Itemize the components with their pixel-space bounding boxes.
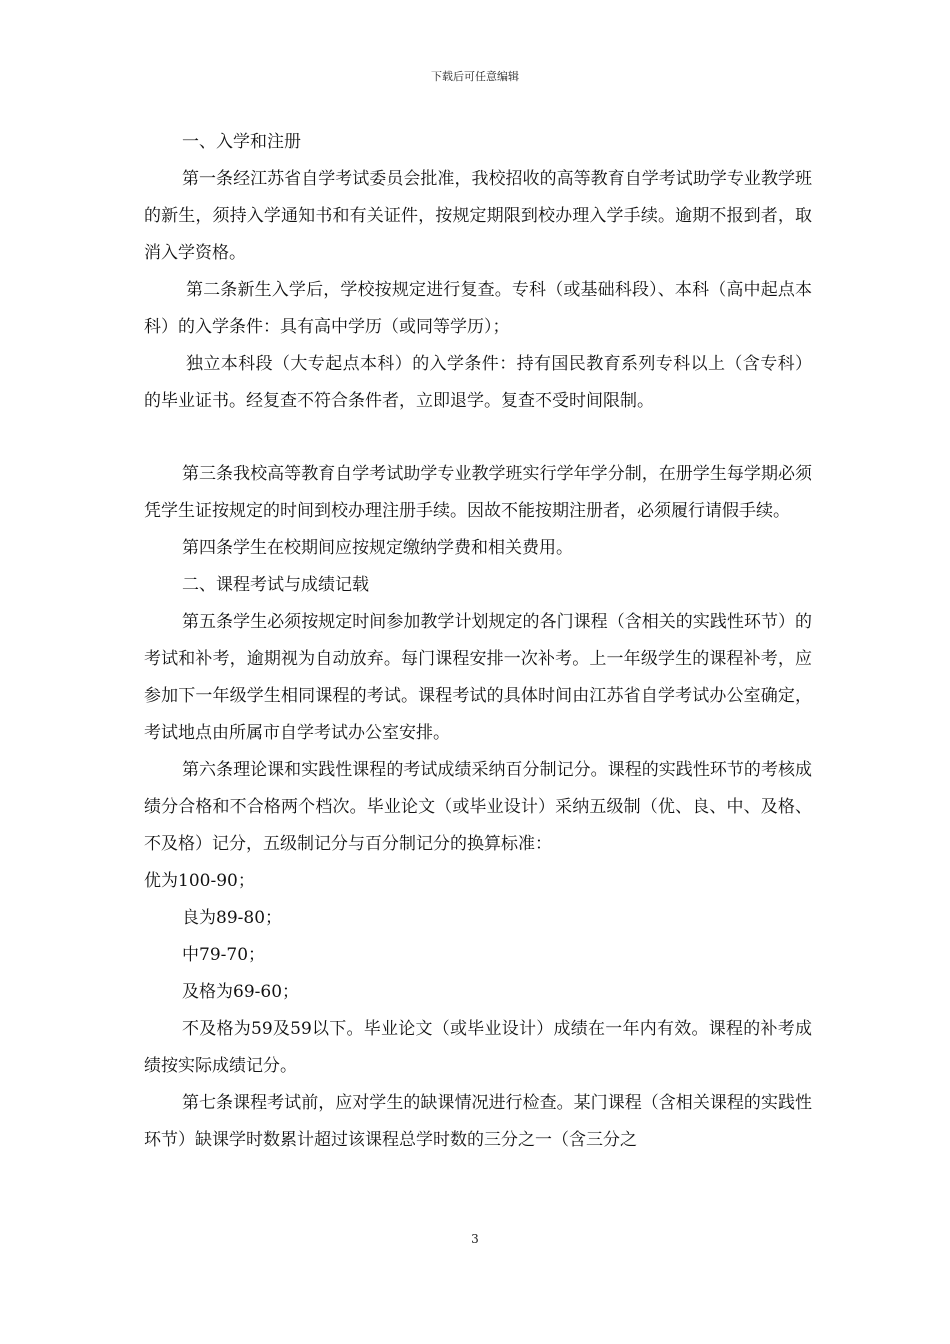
paragraph: 第三条我校高等教育自学考试助学专业教学班实行学年学分制，在册学生每学期必须凭学生证按规定的时间到校办理注册手续。因故不能按期注册者，必须履行请假手续。	[144, 464, 812, 521]
grade-line: 中79-70；	[182, 945, 266, 965]
section-heading: 一、入学和注册	[182, 132, 301, 152]
paragraph: 第六条理论课和实践性课程的考试成绩采纳百分制记分。课程的实践性环节的考核成绩分合格和不合格两个档次。毕业论文（或毕业设计）采纳五级制（优、良、中、及格、不及格）记分，五级制记分与百分制记分的换算标准：	[144, 760, 812, 854]
paragraph: 第四条学生在校期间应按规定缴纳学费和相关费用。	[182, 538, 573, 558]
paragraph: 不及格为59及59以下。毕业论文（或毕业设计）成绩在一年内有效。课程的补考成绩按实际成绩记分。	[144, 1019, 812, 1076]
paragraph: 第二条新生入学后，学校按规定进行复查。专科（或基础科段）、本科（高中起点本科）的入学条件：具有高中学历（或同等学历）；	[144, 280, 812, 337]
paragraph: 第五条学生必须按规定时间参加教学计划规定的各门课程（含相关的实践性环节）的考试和补考，逾期视为自动放弃。每门课程安排一次补考。上一年级学生的课程补考，应参加下一年级学生相同课程的考试。课程考试的具体时间由江苏省自学考试办公室确定，考试地点由所属市自学考试办公室安排。	[144, 612, 812, 743]
paragraph: 第七条课程考试前，应对学生的缺课情况进行检查。某门课程（含相关课程的实践性环节）缺课学时数累计超过该课程总学时数的三分之一（含三分之	[144, 1093, 812, 1150]
grade-line: 优为100-90；	[144, 871, 255, 891]
grade-line: 良为89-80；	[182, 908, 283, 928]
paragraph: 独立本科段（大专起点本科）的入学条件：持有国民教育系列专科以上（含专科）的毕业证书。经复查不符合条件者，立即退学。复查不受时间限制。	[144, 354, 812, 411]
grade-line: 及格为69-60；	[182, 982, 300, 1002]
section-heading: 二、课程考试与成绩记载	[182, 575, 369, 595]
blank-line	[144, 420, 812, 456]
page-number: 3	[471, 1232, 479, 1246]
document-body	[144, 124, 812, 1159]
page-header: 下载后可任意编辑	[431, 70, 519, 83]
paragraph: 第一条经江苏省自学考试委员会批准，我校招收的高等教育自学考试助学专业教学班的新生，须持入学通知书和有关证件，按规定期限到校办理入学手续。逾期不报到者，取消入学资格。	[144, 169, 812, 263]
